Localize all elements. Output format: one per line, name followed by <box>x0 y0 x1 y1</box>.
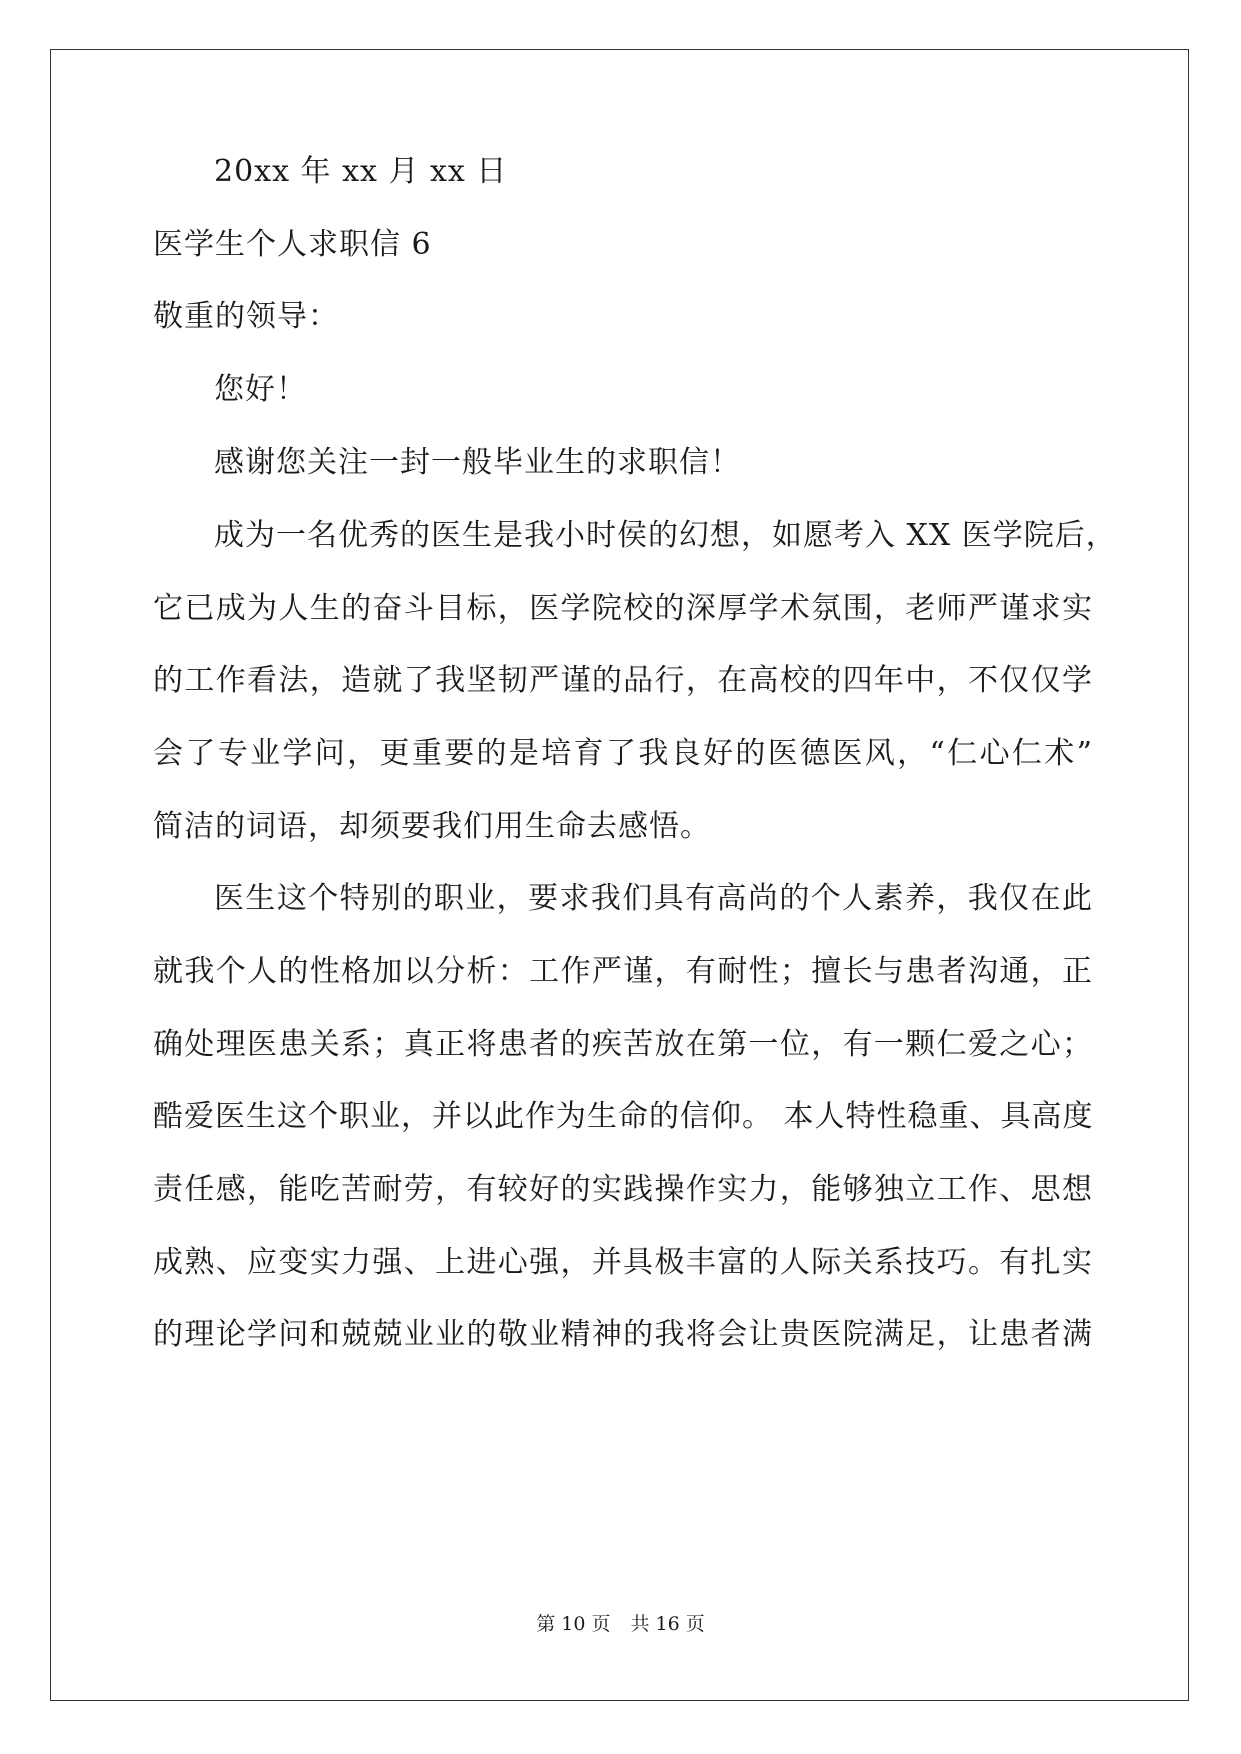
paragraph-line: 成为一名优秀的医生是我小时侯的幻想，如愿考入 XX 医学院后， <box>214 518 1117 553</box>
paragraph-line: 简洁的词语，却须要我们用生命去感悟。 <box>153 809 711 844</box>
paragraph-line: 就我个人的性格加以分析：工作严谨，有耐性；擅长与患者沟通，正 <box>153 954 1093 989</box>
paragraph-line: 酷爱医生这个职业，并以此作为生命的信仰。 本人特性稳重、具高度 <box>153 1099 1094 1134</box>
page-footer <box>0 1611 1241 1637</box>
paragraph-line: 它已成为人生的奋斗目标，医学院校的深厚学术氛围，老师严谨求实 <box>153 591 1093 626</box>
paragraph-line: 的理论学问和兢兢业业的敬业精神的我将会让贵医院满足，让患者满 <box>153 1317 1093 1352</box>
page-total: 共 16 页 <box>630 1613 705 1635</box>
paragraph-line: 确处理医患关系；真正将患者的疾苦放在第一位，有一颗仁爱之心； <box>153 1027 1093 1062</box>
paragraph-line: 医生这个特别的职业，要求我们具有高尚的个人素养，我仅在此 <box>214 881 1093 916</box>
page-number: 第 10 页 <box>536 1613 611 1635</box>
letter-title: 医学生个人求职信 6 <box>153 227 432 262</box>
paragraph-line: 成熟、应变实力强、上进心强，并具极丰富的人际关系技巧。有扎实 <box>153 1245 1093 1280</box>
paragraph-line: 的工作看法，造就了我坚韧严谨的品行，在高校的四年中，不仅仅学 <box>153 663 1093 698</box>
salutation: 敬重的领导： <box>153 299 339 334</box>
paragraph-line: 责任感，能吃苦耐劳，有较好的实践操作实力，能够独立工作、思想 <box>153 1172 1093 1207</box>
greeting: 您好！ <box>214 372 307 407</box>
paragraph-line: 会了专业学问，更重要的是培育了我良好的医德医风，“仁心仁术” <box>153 736 1093 771</box>
date-line: 20xx 年 xx 月 xx 日 <box>214 154 508 189</box>
paragraph-thanks: 感谢您关注一封一般毕业生的求职信！ <box>214 445 741 480</box>
